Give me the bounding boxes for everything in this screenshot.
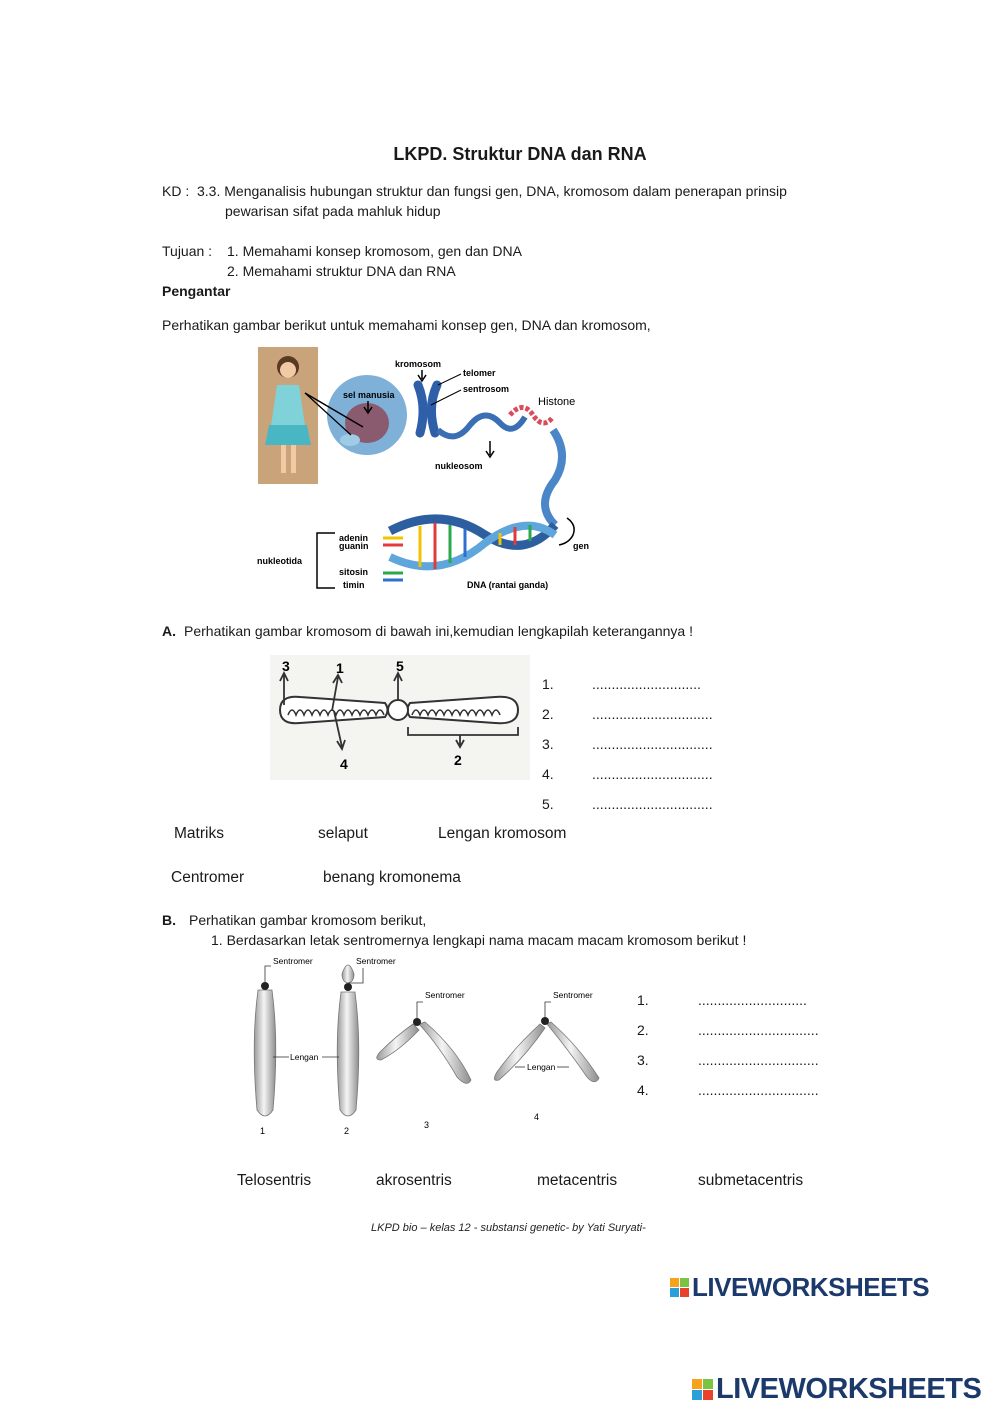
a-answer-3-blank[interactable]: ............................... bbox=[592, 736, 713, 752]
a-word-matriks[interactable]: Matriks bbox=[174, 825, 224, 842]
label-sentrosom: sentrosom bbox=[463, 384, 510, 394]
liveworksheets-logo-2 bbox=[692, 1373, 981, 1406]
section-a-letter: A. bbox=[162, 623, 176, 639]
a-answer-1-blank[interactable]: ............................ bbox=[592, 676, 701, 692]
type-num-2: 2 bbox=[344, 1126, 350, 1136]
acrocentric-chromosome bbox=[337, 992, 359, 1116]
liveworksheets-logo-icon bbox=[692, 1379, 713, 1400]
b-word-metacentris[interactable]: metacentris bbox=[537, 1172, 618, 1189]
kd-label: KD : bbox=[162, 183, 190, 199]
b-word-akrosentris[interactable]: akrosentris bbox=[376, 1172, 452, 1189]
gen-bracket bbox=[559, 518, 574, 545]
a-word-selaput[interactable]: selaput bbox=[318, 825, 368, 842]
metacentric-chromosome bbox=[377, 1024, 419, 1060]
b-answer-2-num: 2. bbox=[637, 1022, 649, 1038]
a-answer-5-blank[interactable]: ............................... bbox=[592, 796, 713, 812]
logo-text-1: LIVEWORKSHEETS bbox=[692, 1272, 930, 1302]
chromosome-structure-figure bbox=[270, 655, 530, 780]
telocentric-chromosome bbox=[254, 990, 276, 1116]
label-kromosom: kromosom bbox=[395, 359, 442, 369]
b-answer-3-num: 3. bbox=[637, 1052, 649, 1068]
label-telomer: telomer bbox=[463, 368, 496, 378]
section-a-instruction: Perhatikan gambar kromosom di bawah ini,kemudian lengkapilah keterangannya ! bbox=[184, 623, 693, 639]
logo-text-2: LIVEWORKSHEETS bbox=[716, 1373, 982, 1405]
b-answer-2-blank[interactable]: ............................... bbox=[698, 1022, 819, 1038]
kd-line2: pewarisan sifat pada mahluk hidup bbox=[225, 203, 441, 219]
b-answer-4-blank[interactable]: ............................... bbox=[698, 1082, 819, 1098]
pengantar-heading: Pengantar bbox=[162, 283, 231, 299]
b-word-submetacentris[interactable]: submetacentris bbox=[698, 1172, 804, 1189]
b-answer-3-blank[interactable]: ............................... bbox=[698, 1052, 819, 1068]
lengan-label-2: Lengan bbox=[527, 1062, 556, 1072]
label-sel: sel manusia bbox=[343, 390, 395, 400]
type-num-4: 4 bbox=[534, 1112, 540, 1122]
tujuan-item-2: 2. Memahami struktur DNA dan RNA bbox=[227, 263, 456, 279]
section-b-letter: B. bbox=[162, 912, 176, 928]
a-answer-5-num: 5. bbox=[542, 796, 554, 812]
liveworksheets-logo-icon bbox=[670, 1278, 689, 1297]
dna-concept-figure bbox=[255, 345, 600, 595]
label-sitosin: sitosin bbox=[339, 567, 369, 577]
fig-num-4: 4 bbox=[340, 756, 348, 772]
label-timin: timin bbox=[343, 580, 365, 590]
a-word-benang-kromonema[interactable]: benang kromonema bbox=[323, 869, 461, 886]
label-nukleotida: nukleotida bbox=[257, 556, 303, 566]
liveworksheets-logo-1 bbox=[670, 1272, 929, 1303]
sentromer-label-1: Sentromer bbox=[273, 956, 313, 966]
a-answer-1-num: 1. bbox=[542, 676, 554, 692]
b-answer-1-num: 1. bbox=[637, 992, 649, 1008]
a-word-lengan-kromosom[interactable]: Lengan kromosom bbox=[438, 825, 567, 842]
a-answer-2-blank[interactable]: ............................... bbox=[592, 706, 713, 722]
a-word-centromer[interactable]: Centromer bbox=[171, 869, 245, 886]
footer-credit: LKPD bio – kelas 12 - substansi genetic- by Yati Suryati- bbox=[371, 1222, 646, 1234]
fig-num-5: 5 bbox=[396, 658, 404, 674]
chromosome-x bbox=[418, 385, 423, 433]
label-histone: Histone bbox=[538, 396, 576, 408]
sentromer-label-3: Sentromer bbox=[425, 990, 465, 1000]
fig-num-1: 1 bbox=[336, 660, 344, 676]
chromosome-types-figure bbox=[235, 952, 615, 1142]
label-dna: DNA (rantai ganda) bbox=[467, 580, 549, 590]
label-adenin: adenin bbox=[339, 533, 369, 543]
b-word-telosentris[interactable]: Telosentris bbox=[237, 1172, 312, 1189]
b-answer-4-num: 4. bbox=[637, 1082, 649, 1098]
centromere-circle bbox=[388, 700, 408, 720]
page-title: LKPD. Struktur DNA dan RNA bbox=[393, 144, 647, 164]
lengan-label-1: Lengan bbox=[290, 1052, 319, 1062]
section-b-instruction: Perhatikan gambar kromosom berikut, bbox=[189, 912, 427, 928]
label-gen: gen bbox=[573, 541, 590, 551]
a-answer-2-num: 2. bbox=[542, 706, 554, 722]
a-answer-4-num: 4. bbox=[542, 766, 554, 782]
fig-num-3: 3 bbox=[282, 658, 290, 674]
nukleotida-bracket bbox=[317, 533, 335, 588]
a-answer-3-num: 3. bbox=[542, 736, 554, 752]
b-answer-1-blank[interactable]: ............................ bbox=[698, 992, 807, 1008]
sentromer-label-2: Sentromer bbox=[356, 956, 396, 966]
chromatin-fiber bbox=[438, 415, 525, 436]
label-nukleosom: nukleosom bbox=[435, 461, 483, 471]
fig-num-2: 2 bbox=[454, 752, 462, 768]
tujuan-label: Tujuan : bbox=[162, 243, 213, 259]
pengantar-text: Perhatikan gambar berikut untuk memahami konsep gen, DNA dan kromosom, bbox=[162, 317, 651, 333]
a-answer-4-blank[interactable]: ............................... bbox=[592, 766, 713, 782]
kd-line1: 3.3. Menganalisis hubungan struktur dan fungsi gen, DNA, kromosom dalam penerapan prinsip bbox=[197, 183, 787, 199]
section-b-item-1: 1. Berdasarkan letak sentromernya lengkapi nama macam macam kromosom berikut ! bbox=[211, 932, 747, 948]
label-guanin: guanin bbox=[339, 541, 369, 551]
type-num-1: 1 bbox=[260, 1126, 266, 1136]
tujuan-item-1: 1. Memahami konsep kromosom, gen dan DNA bbox=[227, 243, 522, 259]
type-num-3: 3 bbox=[424, 1120, 430, 1130]
sentromer-label-4: Sentromer bbox=[553, 990, 593, 1000]
